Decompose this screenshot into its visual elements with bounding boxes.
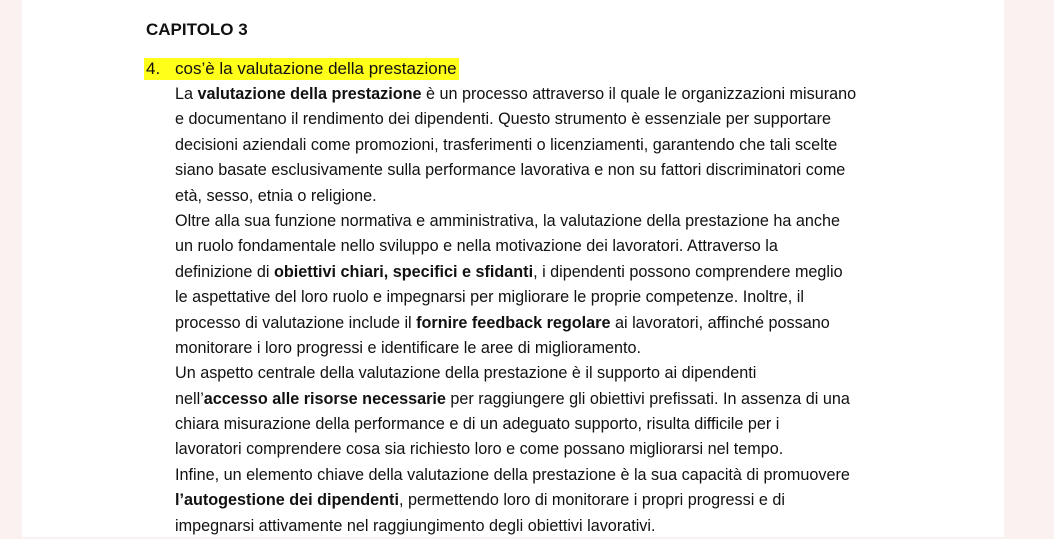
bold-phrase: obiettivi chiari, specifici e sfidanti [274, 262, 534, 281]
text-run: per raggiungere gli obiettivi prefissati. In assenza di una [445, 389, 850, 408]
text-line [175, 311, 935, 336]
bold-phrase: l’autogestione dei dipendenti [175, 491, 399, 510]
text-run: un ruolo fondamentale nello sviluppo e nella motivazione dei lavoratori. Attraverso la [175, 237, 778, 256]
text-run: siano basate esclusivamente sulla performance lavorativa e non su fattori discriminatori come [175, 161, 846, 180]
section-title: cos’è la valutazione della prestazione [175, 59, 457, 78]
text-run: La [175, 85, 198, 103]
text-run: , i dipendenti possono comprendere meglio [533, 262, 843, 281]
section-number: 4. [146, 59, 161, 78]
document-page [22, 0, 1004, 537]
bold-phrase: valutazione della prestazione [197, 85, 422, 103]
text-line [175, 387, 935, 412]
text-line [175, 361, 935, 386]
text-line [175, 514, 935, 539]
text-line [175, 437, 935, 462]
text-run: età, sesso, etnia o religione. [175, 186, 377, 205]
text-line [175, 158, 935, 183]
text-line [175, 234, 935, 259]
text-line [175, 209, 935, 234]
text-run: impegnarsi attivamente nel raggiungimento degli obiettivi lavorativi. [175, 516, 656, 535]
text-line [175, 133, 935, 158]
section-heading [144, 58, 459, 80]
bold-phrase: fornire feedback regolare [416, 313, 611, 332]
text-line [175, 488, 935, 513]
text-run: è un processo attraverso il quale le organizzazioni misurano [421, 85, 857, 103]
text-line [175, 82, 935, 107]
text-line [175, 107, 935, 132]
text-run: Oltre alla sua funzione normativa e amministrativa, la valutazione della prestazione ha anche [175, 211, 840, 230]
text-line [175, 463, 935, 488]
text-line [175, 184, 935, 209]
bold-phrase: accesso alle risorse necessarie [203, 389, 446, 408]
text-run: monitorare i loro progressi e identificare le aree di miglioramento. [175, 338, 642, 357]
text-line [175, 336, 935, 361]
text-run: e documentano il rendimento dei dipendenti. Questo strumento è essenziale per supportare [175, 110, 831, 129]
text-run: lavoratori comprendere cosa sia richiesto loro e come possano migliorarsi nel tempo. [175, 440, 784, 459]
text-line [175, 260, 935, 285]
text-run: nell’ [175, 389, 204, 408]
text-run: le aspettative del loro ruolo e impegnarsi per migliorare le proprie competenze. Inoltre, il [175, 288, 804, 307]
text-line [175, 285, 935, 310]
text-run: decisioni aziendali come promozioni, trasferimenti o licenziamenti, garantendo che tali scelte [175, 135, 838, 154]
text-run: Un aspetto centrale della valutazione della prestazione è il supporto ai dipendenti [175, 364, 757, 383]
text-line [175, 412, 935, 437]
text-run: Infine, un elemento chiave della valutazione della prestazione è la sua capacità di promuovere [175, 465, 850, 484]
text-run: chiara misurazione della performance e di un adeguato supporto, risulta difficile per i [175, 415, 780, 434]
text-run: , permettendo loro di monitorare i propri progressi e di [398, 491, 785, 510]
section-body [175, 82, 935, 539]
text-run: definizione di [175, 262, 274, 281]
text-run: processo di valutazione include il [175, 313, 417, 332]
text-run: ai lavoratori, affinché possano [610, 313, 830, 332]
chapter-label: CAPITOLO 3 [146, 20, 248, 39]
